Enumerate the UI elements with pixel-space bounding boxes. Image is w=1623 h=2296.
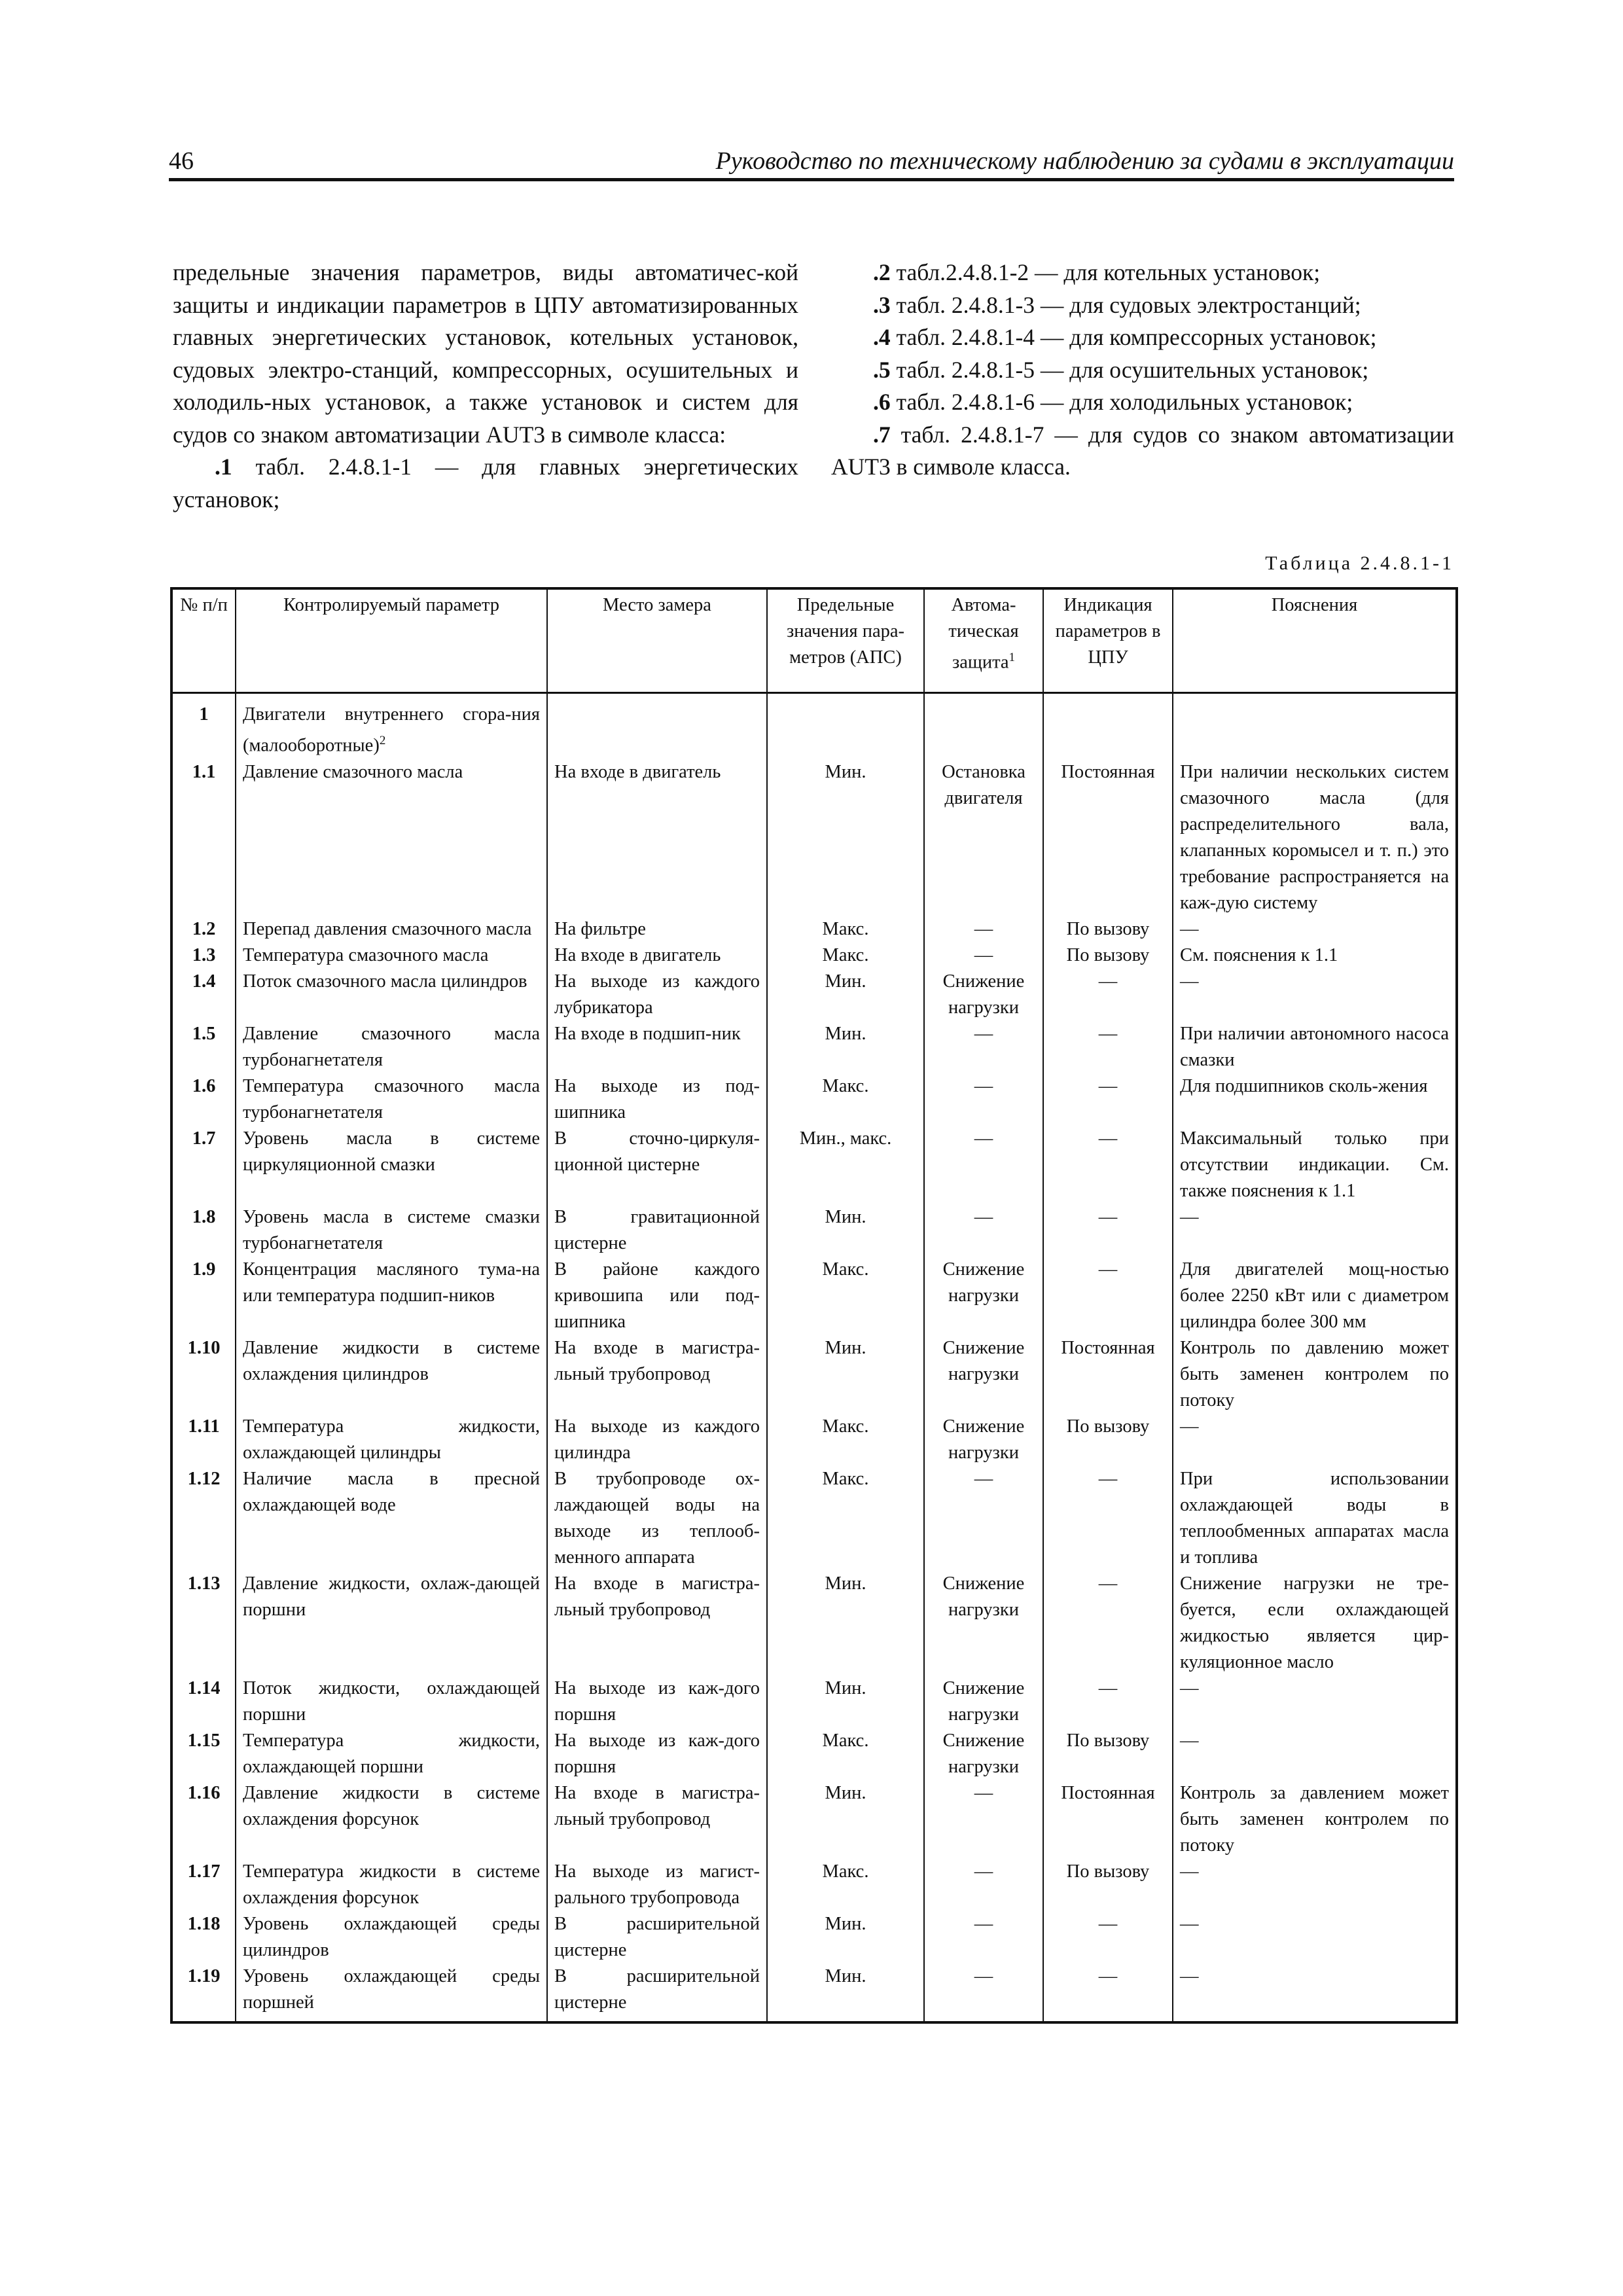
- header-place: Место замера: [547, 588, 767, 693]
- parameters-table: [170, 587, 1458, 2024]
- row-place: На выходе из магист-рального трубопровода: [547, 1859, 767, 1911]
- row-note: —: [1173, 1676, 1457, 1728]
- table-row: [171, 1073, 1457, 1126]
- row-param: Температура жидкости в системе охлаждения форсунок: [236, 1859, 547, 1911]
- table-row: [171, 1859, 1457, 1911]
- table-row: [171, 1021, 1457, 1073]
- table-row: [171, 1911, 1457, 1964]
- row-place: На входе в двигатель: [547, 942, 767, 969]
- row-place: На входе в магистра-льный трубопровод: [547, 1780, 767, 1859]
- row-ind: —: [1043, 1073, 1173, 1126]
- table-row: [171, 1204, 1457, 1257]
- row-ind: По вызову: [1043, 942, 1173, 969]
- row-param: Температура смазочного масла турбонагнетателя: [236, 1073, 547, 1126]
- header-auto: Автома-тическая защита$^1$: [924, 588, 1043, 693]
- row-auto: —: [924, 1204, 1043, 1257]
- row-param: Уровень масла в системе смазки турбонагнетателя: [236, 1204, 547, 1257]
- row-auto: —: [924, 1126, 1043, 1204]
- row-ind: Постоянная: [1043, 1335, 1173, 1414]
- intro-column-left: [173, 257, 798, 516]
- table-row: [171, 1571, 1457, 1676]
- row-ind: По вызову: [1043, 916, 1173, 942]
- row-limit: Мин.: [767, 1204, 924, 1257]
- table-spacer-row: [171, 2016, 1457, 2022]
- row-number: 1.13: [171, 1571, 236, 1676]
- row-number: 1.6: [171, 1073, 236, 1126]
- row-auto: Снижение нагрузки: [924, 1676, 1043, 1728]
- row-place: В сточно-циркуля-ционной цистерне: [547, 1126, 767, 1204]
- row-limit: Макс.: [767, 1466, 924, 1571]
- intro-paragraph: предельные значения параметров, виды автоматичес-кой защиты и индикации параметров в ЦПУ автоматизированных главных энергетических установок, котельных установок, судовых электро-станций, компрессорных, осушительных и холодиль-ных установок, а также установок и систем для судов со знаком автоматизации AUT3 в символе класса:: [173, 259, 798, 448]
- row-note: —: [1173, 1728, 1457, 1780]
- table-row: [171, 1335, 1457, 1414]
- row-number: 1.2: [171, 916, 236, 942]
- row-ind: Постоянная: [1043, 1780, 1173, 1859]
- table-row: [171, 1780, 1457, 1859]
- table-row: [171, 1728, 1457, 1780]
- footnote-mark: 2: [379, 734, 386, 747]
- row-ind: По вызову: [1043, 1414, 1173, 1466]
- row-auto: —: [924, 1911, 1043, 1964]
- row-ind: —: [1043, 1571, 1173, 1676]
- table-row: [171, 916, 1457, 942]
- row-limit: Мин.: [767, 759, 924, 916]
- row-number: 1.4: [171, 969, 236, 1021]
- row-ind: [1043, 702, 1173, 759]
- row-limit: Макс.: [767, 1257, 924, 1335]
- row-place: На выходе из каж-дого поршня: [547, 1728, 767, 1780]
- row-note: —: [1173, 1964, 1457, 2016]
- row-place: В трубопроводе ох-лаждающей воды на выходе из теплооб-менного аппарата: [547, 1466, 767, 1571]
- row-auto: Снижение нагрузки: [924, 1335, 1043, 1414]
- intro-list-item: .1 табл. 2.4.8.1-1 — для главных энергетических установок;: [173, 454, 798, 512]
- row-param: Давление жидкости в системе охлаждения цилиндров: [236, 1335, 547, 1414]
- row-number: 1.17: [171, 1859, 236, 1911]
- intro-list-item: .7 табл. 2.4.8.1-7 — для судов со знаком автоматизации AUT3 в символе класса.: [831, 421, 1454, 480]
- row-note: [1173, 702, 1457, 759]
- row-limit: Макс.: [767, 916, 924, 942]
- row-number: 1.10: [171, 1335, 236, 1414]
- row-note: Контроль за давлением может быть заменен контролем по потоку: [1173, 1780, 1457, 1859]
- intro-list-item: .3 табл. 2.4.8.1-3 — для судовых электростанций;: [873, 291, 1361, 318]
- header-note: Пояснения: [1173, 588, 1457, 693]
- row-number: 1.19: [171, 1964, 236, 2016]
- row-param: Давление жидкости в системе охлаждения форсунок: [236, 1780, 547, 1859]
- row-auto: —: [924, 1073, 1043, 1126]
- row-param: Поток жидкости, охлаждающей поршни: [236, 1676, 547, 1728]
- row-auto: Снижение нагрузки: [924, 1571, 1043, 1676]
- table-row: [171, 942, 1457, 969]
- row-ind: По вызову: [1043, 1728, 1173, 1780]
- row-note: —: [1173, 916, 1457, 942]
- row-param: Давление смазочного масла: [236, 759, 547, 916]
- row-number: 1.1: [171, 759, 236, 916]
- row-ind: —: [1043, 1676, 1173, 1728]
- row-auto: —: [924, 1964, 1043, 2016]
- row-number: 1.11: [171, 1414, 236, 1466]
- row-number: 1.8: [171, 1204, 236, 1257]
- row-auto: —: [924, 916, 1043, 942]
- row-limit: Мин., макс.: [767, 1126, 924, 1204]
- row-ind: Постоянная: [1043, 759, 1173, 916]
- row-auto: —: [924, 942, 1043, 969]
- row-place: На входе в двигатель: [547, 759, 767, 916]
- row-limit: Макс.: [767, 942, 924, 969]
- row-note: Для двигателей мощ-ностью более 2250 кВт или с диаметром цилиндра более 300 мм: [1173, 1257, 1457, 1335]
- row-note: Максимальный только при отсутствии индикации. См. также пояснения к 1.1: [1173, 1126, 1457, 1204]
- row-param: Перепад давления смазочного масла: [236, 916, 547, 942]
- table-row: [171, 1126, 1457, 1204]
- row-note: При использовании охлаждающей воды в теплообменных аппаратах масла и топлива: [1173, 1466, 1457, 1571]
- table-spacer-row: [171, 693, 1457, 702]
- row-place: В расширительной цистерне: [547, 1911, 767, 1964]
- row-place: На фильтре: [547, 916, 767, 942]
- row-auto: Снижение нагрузки: [924, 1414, 1043, 1466]
- intro-list-item: .6 табл. 2.4.8.1-6 — для холодильных установок;: [873, 389, 1353, 415]
- table-row: [171, 969, 1457, 1021]
- table-row: [171, 1964, 1457, 2016]
- intro-column-right: [831, 257, 1454, 484]
- row-limit: Мин.: [767, 969, 924, 1021]
- table-row: [171, 1676, 1457, 1728]
- intro-list-item: .4 табл. 2.4.8.1-4 — для компрессорных установок;: [873, 324, 1377, 350]
- header-param: Контролируемый параметр: [236, 588, 547, 693]
- row-limit: Макс.: [767, 1073, 924, 1126]
- row-number: 1: [171, 702, 236, 759]
- table-header-row: [171, 588, 1457, 693]
- row-param: Уровень охлаждающей среды поршней: [236, 1964, 547, 2016]
- row-number: 1.15: [171, 1728, 236, 1780]
- row-place: [547, 702, 767, 759]
- row-ind: По вызову: [1043, 1859, 1173, 1911]
- row-param: Давление смазочного масла турбонагнетателя: [236, 1021, 547, 1073]
- row-place: В гравитационной цистерне: [547, 1204, 767, 1257]
- row-limit: Мин.: [767, 1676, 924, 1728]
- header-limit: Предельные значения пара-метров (АПС): [767, 588, 924, 693]
- row-ind: —: [1043, 1126, 1173, 1204]
- row-note: —: [1173, 1204, 1457, 1257]
- page-header: [169, 144, 1454, 181]
- row-place: На выходе из под-шипника: [547, 1073, 767, 1126]
- row-limit: Макс.: [767, 1414, 924, 1466]
- row-number: 1.3: [171, 942, 236, 969]
- row-ind: —: [1043, 969, 1173, 1021]
- row-ind: —: [1043, 1911, 1173, 1964]
- table-row: [171, 702, 1457, 759]
- row-limit: [767, 702, 924, 759]
- row-auto: Снижение нагрузки: [924, 969, 1043, 1021]
- row-note: См. пояснения к 1.1: [1173, 942, 1457, 969]
- row-auto: —: [924, 1021, 1043, 1073]
- row-number: 1.14: [171, 1676, 236, 1728]
- row-limit: Мин.: [767, 1021, 924, 1073]
- row-note: При наличии нескольких систем смазочного масла (для распределительного вала, клапанных коромысел и т. п.) это требование распространяется на каж-дую систему: [1173, 759, 1457, 916]
- table-caption: Таблица 2.4.8.1-1: [1265, 552, 1454, 574]
- row-note: Снижение нагрузки не тре-буется, если охлаждающей жидкостью является цир-куляционное масло: [1173, 1571, 1457, 1676]
- row-auto: —: [924, 1859, 1043, 1911]
- row-place: На входе в подшип-ник: [547, 1021, 767, 1073]
- row-param: Температура жидкости, охлаждающей поршни: [236, 1728, 547, 1780]
- row-place: На входе в магистра-льный трубопровод: [547, 1335, 767, 1414]
- row-place: На выходе из каждого цилиндра: [547, 1414, 767, 1466]
- row-auto: —: [924, 1466, 1043, 1571]
- row-limit: Мин.: [767, 1571, 924, 1676]
- row-place: На входе в магистра-льный трубопровод: [547, 1571, 767, 1676]
- table-row: [171, 1414, 1457, 1466]
- row-limit: Макс.: [767, 1728, 924, 1780]
- footnote-mark: 1: [1008, 651, 1016, 664]
- row-limit: Мин.: [767, 1964, 924, 2016]
- row-note: При наличии автономного насоса смазки: [1173, 1021, 1457, 1073]
- row-param: Температура смазочного масла: [236, 942, 547, 969]
- row-place: В районе каждого кривошипа или под-шипника: [547, 1257, 767, 1335]
- row-limit: Мин.: [767, 1335, 924, 1414]
- row-ind: —: [1043, 1964, 1173, 2016]
- row-place: На выходе из каждого лубрикатора: [547, 969, 767, 1021]
- row-number: 1.16: [171, 1780, 236, 1859]
- table-row: [171, 759, 1457, 916]
- row-place: В расширительной цистерне: [547, 1964, 767, 2016]
- row-auto: [924, 702, 1043, 759]
- row-limit: Мин.: [767, 1780, 924, 1859]
- row-param: Температура жидкости, охлаждающей цилиндры: [236, 1414, 547, 1466]
- row-note: Для подшипников сколь-жения: [1173, 1073, 1457, 1126]
- intro-list-item: .2 табл.2.4.8.1-2 — для котельных установок;: [873, 259, 1321, 285]
- row-auto: Остановка двигателя: [924, 759, 1043, 916]
- row-auto: Снижение нагрузки: [924, 1728, 1043, 1780]
- row-ind: —: [1043, 1021, 1173, 1073]
- row-param: Поток смазочного масла цилиндров: [236, 969, 547, 1021]
- row-param: Концентрация масляного тума-на или температура подшип-ников: [236, 1257, 547, 1335]
- row-param: Уровень масла в системе циркуляционной смазки: [236, 1126, 547, 1204]
- table-row: [171, 1257, 1457, 1335]
- row-auto: Снижение нагрузки: [924, 1257, 1043, 1335]
- row-limit: Макс.: [767, 1859, 924, 1911]
- page-number: 46: [169, 147, 194, 175]
- row-place: На выходе из каж-дого поршня: [547, 1676, 767, 1728]
- running-title: Руководство по техническому наблюдению за судами в эксплуатации: [715, 147, 1454, 175]
- table-body: [171, 693, 1457, 2022]
- row-number: 1.9: [171, 1257, 236, 1335]
- row-number: 1.18: [171, 1911, 236, 1964]
- header-num: № п/п: [171, 588, 236, 693]
- row-ind: —: [1043, 1204, 1173, 1257]
- row-number: 1.7: [171, 1126, 236, 1204]
- row-note: Контроль по давлению может быть заменен контролем по потоку: [1173, 1335, 1457, 1414]
- row-param: Давление жидкости, охлаж-дающей поршни: [236, 1571, 547, 1676]
- row-number: 1.5: [171, 1021, 236, 1073]
- row-note: —: [1173, 969, 1457, 1021]
- row-ind: —: [1043, 1466, 1173, 1571]
- intro-list-item: .5 табл. 2.4.8.1-5 — для осушительных установок;: [873, 356, 1369, 383]
- row-ind: —: [1043, 1257, 1173, 1335]
- row-param: Уровень охлаждающей среды цилиндров: [236, 1911, 547, 1964]
- row-auto: —: [924, 1780, 1043, 1859]
- header-ind: Индикация параметров в ЦПУ: [1043, 588, 1173, 693]
- table-row: [171, 1466, 1457, 1571]
- row-param: Наличие масла в пресной охлаждающей воде: [236, 1466, 547, 1571]
- row-note: —: [1173, 1859, 1457, 1911]
- row-limit: Мин.: [767, 1911, 924, 1964]
- row-param: Двигатели внутреннего сгора-ния (малооборотные)$^2$: [236, 702, 547, 759]
- row-note: —: [1173, 1911, 1457, 1964]
- row-number: 1.12: [171, 1466, 236, 1571]
- row-note: —: [1173, 1414, 1457, 1466]
